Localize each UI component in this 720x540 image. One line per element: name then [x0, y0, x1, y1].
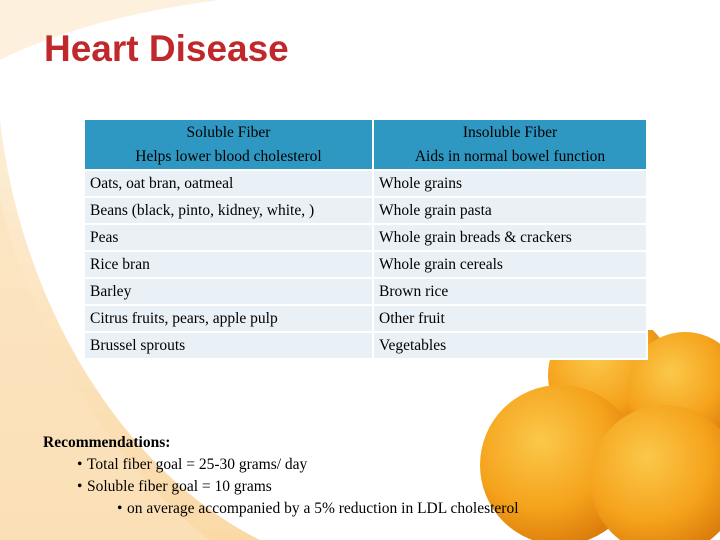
recommendations [43, 432, 519, 520]
table-row [84, 332, 647, 359]
soluble-cell: Brussel sprouts [84, 332, 373, 359]
soluble-cell: Beans (black, pinto, kidney, white, ) [84, 197, 373, 224]
insoluble-cell: Whole grains [373, 170, 647, 197]
insoluble-cell: Whole grain breads & crackers [373, 224, 647, 251]
soluble-cell: Rice bran [84, 251, 373, 278]
table-header-row [84, 119, 647, 170]
soluble-cell: Citrus fruits, pears, apple pulp [84, 305, 373, 332]
table-row [84, 170, 647, 197]
bullet-icon: • [117, 500, 123, 517]
insoluble-subtitle: Aids in normal bowel function [414, 148, 606, 165]
bullet-icon: • [77, 456, 83, 473]
fiber-table [83, 118, 648, 360]
page-title: Heart Disease [44, 28, 289, 69]
list-sub-item [43, 498, 519, 520]
recommendation-text: Total fiber goal = 25-30 grams/ day [87, 456, 308, 473]
insoluble-title: Insoluble Fiber [462, 124, 558, 141]
soluble-cell: Oats, oat bran, oatmeal [84, 170, 373, 197]
recommendation-text: Soluble fiber goal = 10 grams [87, 478, 272, 495]
table-row [84, 278, 647, 305]
soluble-header [84, 119, 373, 170]
insoluble-cell: Other fruit [373, 305, 647, 332]
recommendations-title: Recommendations: [43, 434, 171, 451]
bullet-icon: • [77, 478, 83, 495]
list-item [43, 454, 519, 476]
insoluble-cell: Whole grain pasta [373, 197, 647, 224]
table-row [84, 197, 647, 224]
soluble-cell: Barley [84, 278, 373, 305]
soluble-title: Soluble Fiber [186, 124, 271, 141]
table-row [84, 251, 647, 278]
list-item [43, 476, 519, 498]
soluble-subtitle: Helps lower blood cholesterol [135, 148, 322, 165]
recommendation-subtext: on average accompanied by a 5% reduction in LDL cholesterol [127, 500, 519, 517]
soluble-cell: Peas [84, 224, 373, 251]
table-row [84, 305, 647, 332]
insoluble-cell: Vegetables [373, 332, 647, 359]
insoluble-header [373, 119, 647, 170]
insoluble-cell: Whole grain cereals [373, 251, 647, 278]
table-row [84, 224, 647, 251]
insoluble-cell: Brown rice [373, 278, 647, 305]
